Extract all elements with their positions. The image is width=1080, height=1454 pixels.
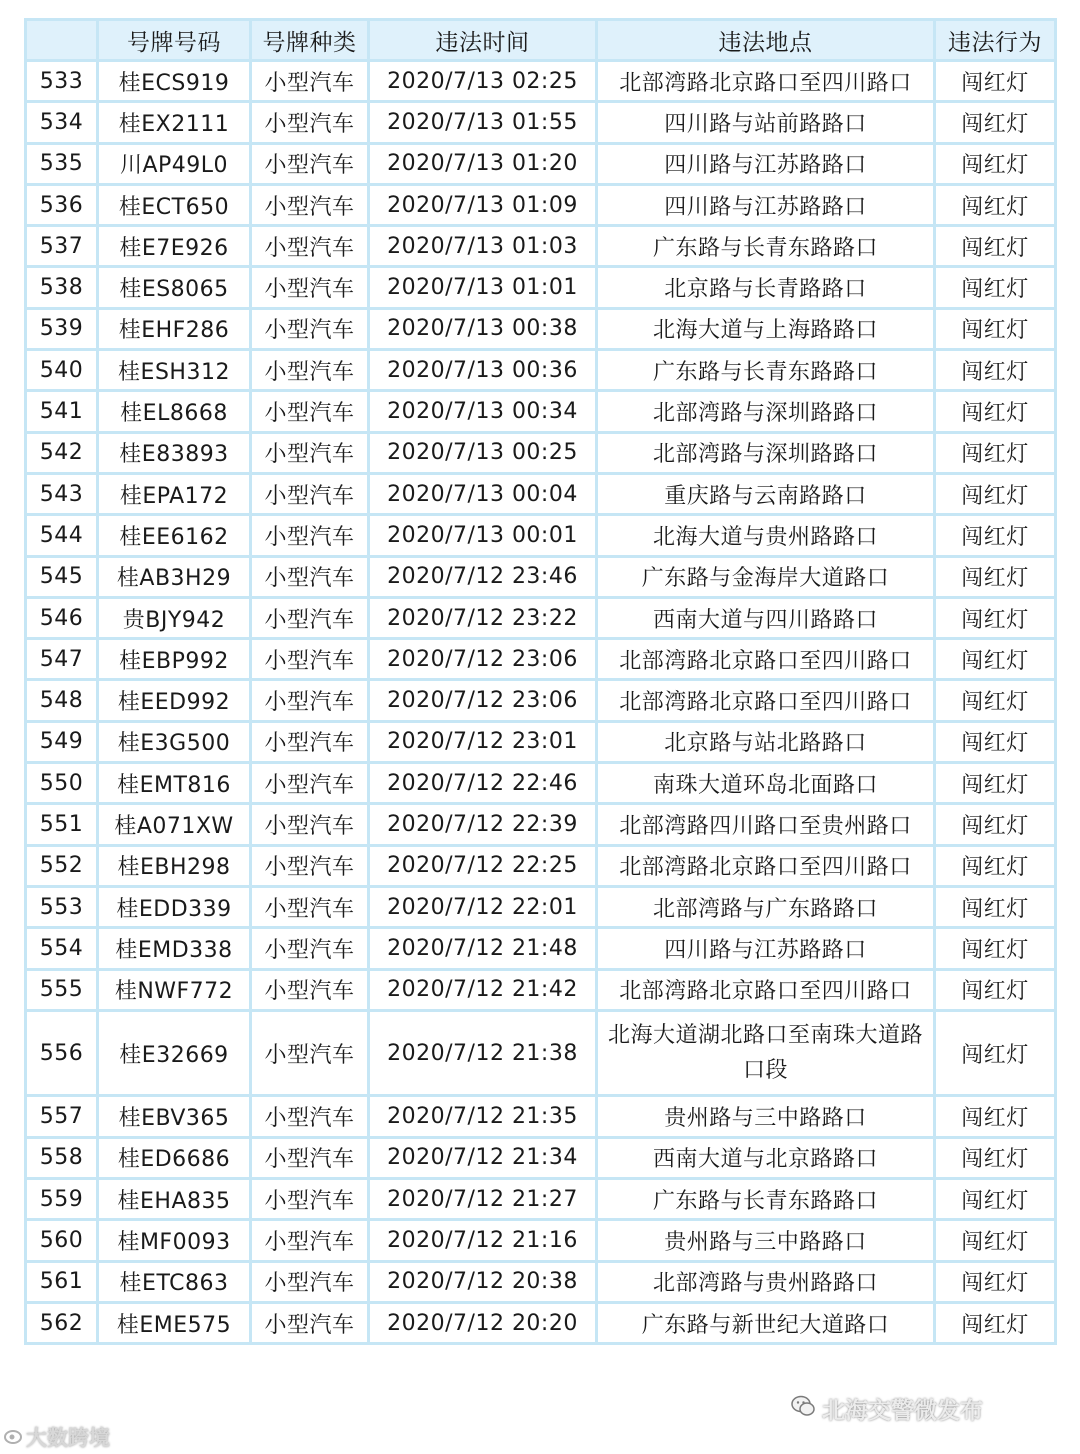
cell-violation-type: 闯红灯 (935, 680, 1056, 721)
cell-violation-type: 闯红灯 (935, 804, 1056, 845)
cell-violation-type: 闯红灯 (935, 1096, 1056, 1137)
table-row (26, 226, 1056, 267)
watermark-right: 北海交警微发布 (822, 1398, 983, 1424)
cell-row-index: 549 (26, 721, 98, 762)
cell-violation-location: 北部湾路与深圳路路口 (597, 391, 935, 432)
cell-plate-type: 小型汽车 (251, 1179, 369, 1220)
cell-plate-type: 小型汽车 (251, 1137, 369, 1178)
header-violation-location: 违法地点 (597, 20, 935, 61)
cell-violation-time: 2020/7/13 02:25 (369, 61, 597, 102)
cell-violation-location: 北海大道与上海路路口 (597, 308, 935, 349)
cell-violation-type: 闯红灯 (935, 1302, 1056, 1343)
table-row (26, 1179, 1056, 1220)
cell-plate-number: 桂EBP992 (98, 639, 251, 680)
cell-plate-type: 小型汽车 (251, 721, 369, 762)
cell-plate-number: 桂EME575 (98, 1302, 251, 1343)
cell-plate-number: 桂EHF286 (98, 308, 251, 349)
cell-plate-number: 川AP49L0 (98, 143, 251, 184)
cell-violation-location: 贵州路与三中路路口 (597, 1220, 935, 1261)
cell-violation-location: 北部湾路与广东路路口 (597, 886, 935, 927)
cell-violation-location: 广东路与长青东路路口 (597, 1179, 935, 1220)
cell-plate-type: 小型汽车 (251, 928, 369, 969)
table-row (26, 432, 1056, 473)
cell-violation-location: 北京路与长青路路口 (597, 267, 935, 308)
cell-violation-location: 北京路与站北路路口 (597, 721, 935, 762)
cell-row-index: 554 (26, 928, 98, 969)
cell-violation-location: 四川路与江苏路路口 (597, 928, 935, 969)
cell-violation-type: 闯红灯 (935, 928, 1056, 969)
cell-violation-location: 广东路与长青东路路口 (597, 350, 935, 391)
table-row (26, 556, 1056, 597)
table-row (26, 1220, 1056, 1261)
cell-plate-number: 桂E3G500 (98, 721, 251, 762)
table-row (26, 886, 1056, 927)
cell-plate-number: 桂ED6686 (98, 1137, 251, 1178)
cell-violation-type: 闯红灯 (935, 597, 1056, 638)
cell-plate-type: 小型汽车 (251, 102, 369, 143)
cell-violation-type: 闯红灯 (935, 515, 1056, 556)
cell-violation-type: 闯红灯 (935, 969, 1056, 1010)
cell-row-index: 537 (26, 226, 98, 267)
cell-violation-type: 闯红灯 (935, 143, 1056, 184)
cell-plate-number: 桂EDD339 (98, 886, 251, 927)
cell-violation-location: 广东路与长青东路路口 (597, 226, 935, 267)
cell-violation-time: 2020/7/12 21:38 (369, 1010, 597, 1096)
cell-violation-time: 2020/7/13 00:01 (369, 515, 597, 556)
cell-violation-time: 2020/7/13 01:20 (369, 143, 597, 184)
cell-violation-time: 2020/7/12 23:06 (369, 639, 597, 680)
cell-violation-time: 2020/7/13 00:34 (369, 391, 597, 432)
cell-violation-time: 2020/7/12 21:16 (369, 1220, 597, 1261)
cell-plate-number: 桂AB3H29 (98, 556, 251, 597)
cell-plate-number: 桂EE6162 (98, 515, 251, 556)
cell-violation-type: 闯红灯 (935, 1179, 1056, 1220)
cell-plate-type: 小型汽车 (251, 680, 369, 721)
cell-violation-location: 南珠大道环岛北面路口 (597, 763, 935, 804)
table-row (26, 597, 1056, 638)
cell-violation-location: 广东路与新世纪大道路口 (597, 1302, 935, 1343)
cell-plate-number: 桂EHA835 (98, 1179, 251, 1220)
table-row (26, 1010, 1056, 1096)
cell-violation-time: 2020/7/12 21:42 (369, 969, 597, 1010)
cell-violation-time: 2020/7/12 23:01 (369, 721, 597, 762)
cell-row-index: 551 (26, 804, 98, 845)
cell-violation-type: 闯红灯 (935, 61, 1056, 102)
cell-plate-type: 小型汽车 (251, 1220, 369, 1261)
cell-violation-location: 西南大道与北京路路口 (597, 1137, 935, 1178)
table-row (26, 1137, 1056, 1178)
cell-violation-type: 闯红灯 (935, 845, 1056, 886)
cell-violation-type: 闯红灯 (935, 350, 1056, 391)
cell-violation-time: 2020/7/13 01:09 (369, 184, 597, 225)
header-violation-time: 违法时间 (369, 20, 597, 61)
cell-violation-type: 闯红灯 (935, 432, 1056, 473)
cell-violation-type: 闯红灯 (935, 226, 1056, 267)
cell-violation-type: 闯红灯 (935, 556, 1056, 597)
cell-row-index: 561 (26, 1261, 98, 1302)
cell-plate-number: 桂E32669 (98, 1010, 251, 1096)
cell-violation-location: 北部湾路北京路口至四川路口 (597, 639, 935, 680)
cell-plate-number: 桂ETC863 (98, 1261, 251, 1302)
cell-plate-number: 桂EMD338 (98, 928, 251, 969)
cell-plate-type: 小型汽车 (251, 597, 369, 638)
table-row (26, 639, 1056, 680)
cell-violation-type: 闯红灯 (935, 308, 1056, 349)
cell-row-index: 553 (26, 886, 98, 927)
cell-row-index: 535 (26, 143, 98, 184)
cell-violation-location: 西南大道与四川路路口 (597, 597, 935, 638)
cell-violation-location: 广东路与金海岸大道路口 (597, 556, 935, 597)
table-row (26, 267, 1056, 308)
header-index (26, 20, 98, 61)
cell-violation-type: 闯红灯 (935, 391, 1056, 432)
cell-plate-number: 桂E83893 (98, 432, 251, 473)
header-plate-number: 号牌号码 (98, 20, 251, 61)
cell-violation-time: 2020/7/12 21:48 (369, 928, 597, 969)
cell-violation-time: 2020/7/13 01:01 (369, 267, 597, 308)
cell-violation-location: 重庆路与云南路路口 (597, 473, 935, 514)
table-row (26, 721, 1056, 762)
header-plate-type: 号牌种类 (251, 20, 369, 61)
cell-plate-type: 小型汽车 (251, 350, 369, 391)
cell-violation-location: 北部湾路北京路口至四川路口 (597, 680, 935, 721)
table-row (26, 350, 1056, 391)
cell-plate-type: 小型汽车 (251, 391, 369, 432)
cell-violation-location: 北部湾路北京路口至四川路口 (597, 61, 935, 102)
cell-plate-number: 桂ESH312 (98, 350, 251, 391)
cell-plate-number: 桂NWF772 (98, 969, 251, 1010)
cell-violation-time: 2020/7/13 01:55 (369, 102, 597, 143)
cell-plate-number: 桂EBH298 (98, 845, 251, 886)
table-row (26, 969, 1056, 1010)
cell-violation-type: 闯红灯 (935, 473, 1056, 514)
cell-violation-location: 北部湾路四川路口至贵州路口 (597, 804, 935, 845)
cell-plate-number: 桂EL8668 (98, 391, 251, 432)
cell-row-index: 540 (26, 350, 98, 391)
cell-row-index: 536 (26, 184, 98, 225)
cell-plate-type: 小型汽车 (251, 515, 369, 556)
cell-row-index: 550 (26, 763, 98, 804)
cell-violation-time: 2020/7/12 20:20 (369, 1302, 597, 1343)
table-row (26, 391, 1056, 432)
cell-violation-type: 闯红灯 (935, 763, 1056, 804)
cell-plate-type: 小型汽车 (251, 184, 369, 225)
cell-plate-number: 桂ECT650 (98, 184, 251, 225)
cell-plate-number: 桂EX2111 (98, 102, 251, 143)
cell-plate-type: 小型汽车 (251, 804, 369, 845)
cell-violation-type: 闯红灯 (935, 1137, 1056, 1178)
table-row (26, 61, 1056, 102)
cell-row-index: 557 (26, 1096, 98, 1137)
cell-violation-time: 2020/7/13 00:36 (369, 350, 597, 391)
cell-row-index: 541 (26, 391, 98, 432)
table-row (26, 473, 1056, 514)
cell-row-index: 560 (26, 1220, 98, 1261)
cell-violation-location: 四川路与江苏路路口 (597, 184, 935, 225)
cell-row-index: 533 (26, 61, 98, 102)
wechat-icon (790, 1393, 816, 1419)
cell-row-index: 555 (26, 969, 98, 1010)
cell-plate-number: 桂EED992 (98, 680, 251, 721)
cell-violation-time: 2020/7/12 21:35 (369, 1096, 597, 1137)
cell-violation-type: 闯红灯 (935, 1010, 1056, 1096)
cell-violation-time: 2020/7/12 22:46 (369, 763, 597, 804)
cell-plate-type: 小型汽车 (251, 267, 369, 308)
cell-plate-number: 桂EPA172 (98, 473, 251, 514)
cell-plate-number: 桂A071XW (98, 804, 251, 845)
cell-plate-number: 桂ES8065 (98, 267, 251, 308)
cell-plate-type: 小型汽车 (251, 639, 369, 680)
cell-violation-time: 2020/7/12 22:25 (369, 845, 597, 886)
cell-violation-location: 北部湾路与贵州路路口 (597, 1261, 935, 1302)
cell-violation-location: 四川路与江苏路路口 (597, 143, 935, 184)
cell-row-index: 538 (26, 267, 98, 308)
cell-plate-type: 小型汽车 (251, 143, 369, 184)
cell-row-index: 534 (26, 102, 98, 143)
table-row (26, 804, 1056, 845)
cell-violation-type: 闯红灯 (935, 1261, 1056, 1302)
cell-violation-time: 2020/7/12 21:34 (369, 1137, 597, 1178)
cell-violation-location: 北部湾路与深圳路路口 (597, 432, 935, 473)
cell-plate-number: 桂MF0093 (98, 1220, 251, 1261)
table-row (26, 845, 1056, 886)
cell-violation-type: 闯红灯 (935, 1220, 1056, 1261)
cell-violation-type: 闯红灯 (935, 102, 1056, 143)
cell-row-index: 556 (26, 1010, 98, 1096)
header-row (26, 20, 1056, 61)
cell-violation-time: 2020/7/12 23:46 (369, 556, 597, 597)
cell-violation-time: 2020/7/12 20:38 (369, 1261, 597, 1302)
cell-plate-type: 小型汽车 (251, 763, 369, 804)
cell-row-index: 542 (26, 432, 98, 473)
cell-violation-type: 闯红灯 (935, 886, 1056, 927)
cell-plate-number: 桂EBV365 (98, 1096, 251, 1137)
cell-plate-number: 桂EMT816 (98, 763, 251, 804)
table-row (26, 763, 1056, 804)
watermark-left (4, 1422, 110, 1452)
cell-violation-location: 北部湾路北京路口至四川路口 (597, 969, 935, 1010)
cell-violation-location: 四川路与站前路路口 (597, 102, 935, 143)
table-row (26, 928, 1056, 969)
cell-violation-type: 闯红灯 (935, 639, 1056, 680)
cell-plate-type: 小型汽车 (251, 226, 369, 267)
cell-violation-time: 2020/7/12 22:01 (369, 886, 597, 927)
cell-row-index: 545 (26, 556, 98, 597)
cell-plate-type: 小型汽车 (251, 1302, 369, 1343)
cell-violation-type: 闯红灯 (935, 184, 1056, 225)
cell-violation-time: 2020/7/12 21:27 (369, 1179, 597, 1220)
cell-row-index: 547 (26, 639, 98, 680)
cell-violation-type: 闯红灯 (935, 721, 1056, 762)
cell-row-index: 544 (26, 515, 98, 556)
cell-violation-time: 2020/7/13 01:03 (369, 226, 597, 267)
cell-row-index: 558 (26, 1137, 98, 1178)
cell-violation-location: 北部湾路北京路口至四川路口 (597, 845, 935, 886)
table-row (26, 680, 1056, 721)
cell-plate-type: 小型汽车 (251, 845, 369, 886)
cell-violation-time: 2020/7/12 22:39 (369, 804, 597, 845)
cell-row-index: 546 (26, 597, 98, 638)
table-body (26, 61, 1056, 1344)
table-row (26, 1096, 1056, 1137)
cell-plate-type: 小型汽车 (251, 886, 369, 927)
cell-violation-time: 2020/7/13 00:38 (369, 308, 597, 349)
cell-plate-type: 小型汽车 (251, 61, 369, 102)
table-row (26, 515, 1056, 556)
table-row (26, 1261, 1056, 1302)
cell-plate-type: 小型汽车 (251, 969, 369, 1010)
cell-violation-location: 北海大道与贵州路路口 (597, 515, 935, 556)
cell-plate-number: 贵BJY942 (98, 597, 251, 638)
cell-row-index: 562 (26, 1302, 98, 1343)
cell-plate-number: 桂E7E926 (98, 226, 251, 267)
cell-plate-type: 小型汽车 (251, 432, 369, 473)
cell-row-index: 539 (26, 308, 98, 349)
cell-violation-time: 2020/7/12 23:06 (369, 680, 597, 721)
cell-violation-location: 北海大道湖北路口至南珠大道路口段 (597, 1010, 935, 1096)
cell-row-index: 559 (26, 1179, 98, 1220)
cell-row-index: 552 (26, 845, 98, 886)
table-row (26, 1302, 1056, 1343)
cell-plate-type: 小型汽车 (251, 1261, 369, 1302)
cell-plate-type: 小型汽车 (251, 556, 369, 597)
cell-violation-location: 贵州路与三中路路口 (597, 1096, 935, 1137)
cell-plate-type: 小型汽车 (251, 308, 369, 349)
cell-violation-type: 闯红灯 (935, 267, 1056, 308)
cell-row-index: 548 (26, 680, 98, 721)
header-violation-type: 违法行为 (935, 20, 1056, 61)
table-row (26, 143, 1056, 184)
cell-violation-time: 2020/7/13 00:04 (369, 473, 597, 514)
violations-table-container (24, 18, 1054, 1345)
table-row (26, 184, 1056, 225)
cell-row-index: 543 (26, 473, 98, 514)
watermark-left-text: 大数跨境 (26, 1426, 110, 1450)
table-row (26, 102, 1056, 143)
cell-plate-number: 桂ECS919 (98, 61, 251, 102)
violations-table (24, 18, 1057, 1345)
cell-plate-type: 小型汽车 (251, 1096, 369, 1137)
cell-plate-type: 小型汽车 (251, 473, 369, 514)
cell-violation-time: 2020/7/12 23:22 (369, 597, 597, 638)
cell-plate-type: 小型汽车 (251, 1010, 369, 1096)
cell-violation-time: 2020/7/13 00:25 (369, 432, 597, 473)
table-row (26, 308, 1056, 349)
